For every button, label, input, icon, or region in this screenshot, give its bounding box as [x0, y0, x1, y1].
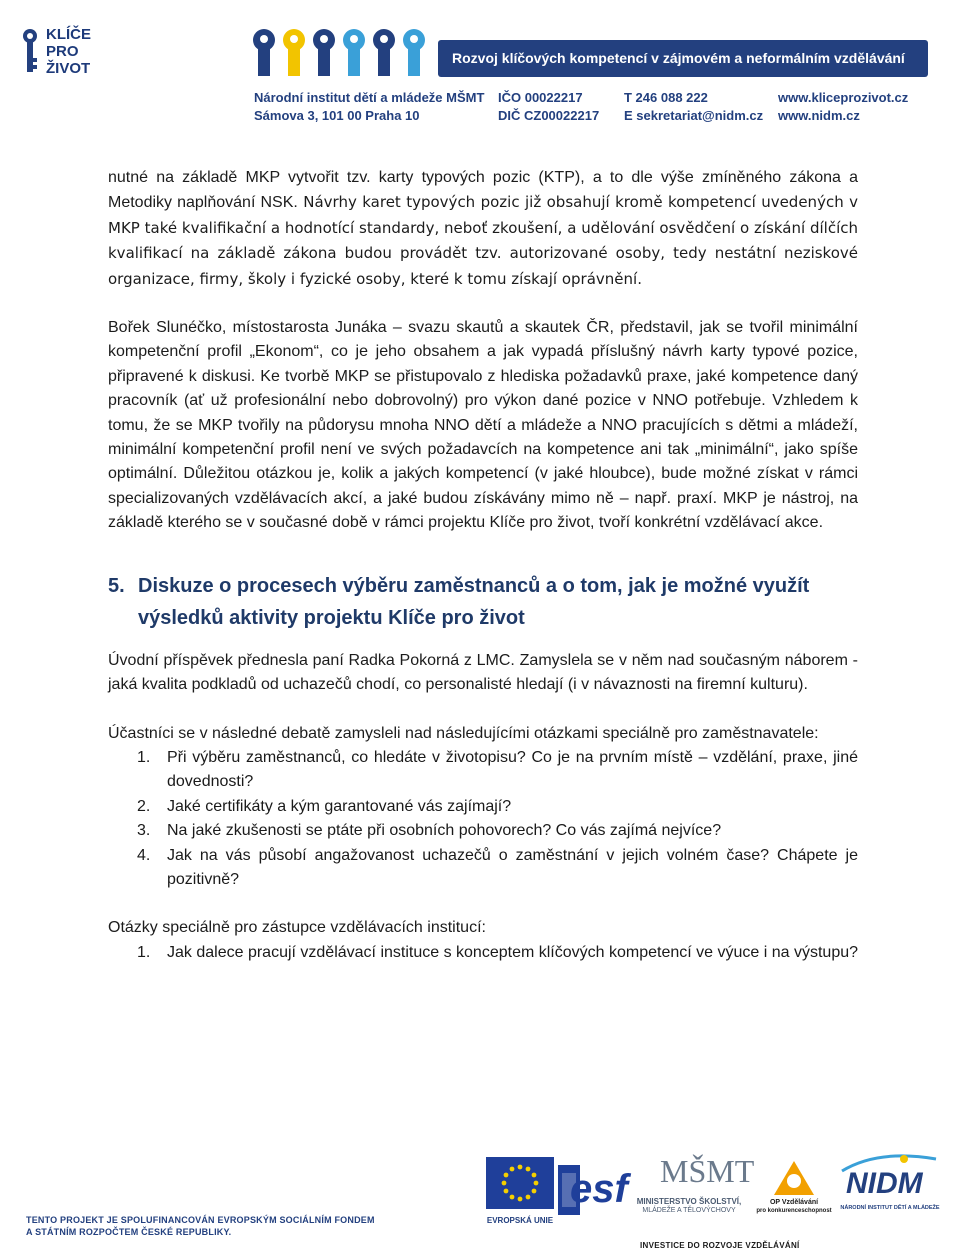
- email-address: E sekretariat@nidm.cz: [624, 108, 764, 123]
- op-vk-label-2: pro konkurenceschopnost: [756, 1208, 832, 1214]
- list-item: 1. Při výběru zaměstnanců, co hledáte v životopisu? Co je na prvním místě – vzdělání, praxe, jiné dovednosti?: [137, 748, 858, 791]
- employer-questions-list: [108, 746, 858, 892]
- ico-number: IČO 00022217: [498, 90, 583, 105]
- keyhole-figures-graphic: [250, 26, 440, 82]
- web-link-klice[interactable]: www.kliceprozivot.cz: [778, 90, 909, 105]
- web-link-nidm[interactable]: www.nidm.cz: [778, 108, 860, 123]
- logo-word-1: KLÍČE: [46, 26, 91, 43]
- op-vk-logo: [752, 1161, 836, 1225]
- institute-address: Sámova 3, 101 00 Praha 10: [254, 108, 420, 123]
- paragraph-institutions: Otázky speciálně pro zástupce vzdělávacích institucí:: [108, 919, 486, 937]
- page-footer: [0, 1135, 960, 1258]
- msmt-caption-1: MINISTERSTVO ŠKOLSTVÍ,: [636, 1197, 742, 1206]
- logo-word-2: PRO: [46, 43, 79, 60]
- institution-questions-list: [108, 941, 858, 965]
- paragraph-participants: Účastníci se v následné debatě zamysleli nad následujícími otázkami speciálně pro zaměstnavatele:: [108, 724, 819, 742]
- paragraph-ktp-rest: Návrhy karet typových pozic již obsahují kromě kompetencí uvedených v MKP také kvalifikační a hodnotící standardy, neboť zkoušení, a udělování osvědčení o získání dílčích kvalifikací na základě zákona budou provádět tzv. autorizované osoby, tedy nestátní neziskové organizace, firmy, školy i fyzické osoby, které k tomu získají oprávnění.: [108, 193, 858, 288]
- paragraph-pokorna: Úvodní příspěvek přednesla paní Radka Pokorná z LMC. Zamyslela se v něm nad současným náborem - jaká kvalita podkladů od uchazečů chodí, co personalisté hledají (i v návaznosti na firemní kulturu).: [108, 651, 858, 694]
- list-item: 1. Jak dalece pracují vzdělávací instituce s konceptem klíčových kompetencí ve výuce i na výstupu?: [137, 943, 859, 961]
- eu-logo: [486, 1157, 554, 1223]
- list-item: 3. Na jaké zkušenosti se ptáte při osobních pohovorech? Co vás zajímá nejvíce?: [137, 822, 722, 840]
- klice-pro-zivot-logo: [22, 24, 94, 80]
- msmt-logo: [630, 1153, 755, 1233]
- msmt-label: MŠMT: [660, 1153, 755, 1189]
- list-item: 4. Jak na vás působí angažovanost uchazečů o zaměstnání v jejich volném čase? Chápete je pozitivně?: [137, 846, 858, 888]
- eu-label: EVROPSKÁ UNIE: [486, 1216, 554, 1225]
- section-heading: [108, 570, 858, 634]
- logo-word-3: ŽIVOT: [46, 60, 91, 77]
- institute-name: Národní institut dětí a mládeže MŠMT: [254, 90, 485, 105]
- paragraph-ktp: [108, 166, 858, 292]
- paragraph-slunecko: Bořek Slunéčko, místostarosta Junáka – svazu skautů a skautek ČR, představil, jak se tvořil minimální kompetenční profil „Ekonom“, co je jeho obsahem a jak vypadá příslušný návrh karty typové pozice, připravené k diskusi. Ke tvorbě MKP se přistupovalo z hlediska požadavků praxe, jaké kompetence daný pracovník (ať už profesionální nebo dobrovolný) pro výkon dané pozice v NNO potřebuje. Vzhledem k tomu, že se MKP tvořily na půdorysu mnoha NNO dětí a mládeže a NNO pracujících s dětmi a mládeží, minimální kompetenční profil není ve svých požadavcích na kompetence ani tak „minimální“, jako spíše optimální. Důležitou otázkou je, kolik a jakých kompetencí (v jaké hloubce), bude možné získat v rámci specializovaných vzdělávacích akcí, a jaké budou získávány mimo ně – např. praxí. MKP je nástroj, na základě kterého se v současné době v rámci projektu Klíče pro život, tvoří konkrétní vzdělávací akce.: [108, 319, 858, 532]
- nidm-label: NIDM: [846, 1167, 923, 1200]
- op-vk-label-1: OP Vzdělávání: [769, 1199, 819, 1206]
- footer-slogan: INVESTICE DO ROZVOJE VZDĚLÁVÁNÍ: [640, 1241, 800, 1250]
- section-title: Diskuze o procesech výběru zaměstnanců a o tom, jak je možné využít výsledků aktivity projektu Klíče pro život: [138, 574, 810, 629]
- nidm-logo: [838, 1153, 942, 1227]
- eu-flag-icon: [486, 1157, 554, 1209]
- nidm-caption: NÁRODNÍ INSTITUT DĚTÍ A MLÁDEŽE: [840, 1205, 940, 1211]
- esf-logo: [558, 1165, 628, 1215]
- op-vk-icon: [774, 1161, 814, 1195]
- page-header: [0, 0, 960, 135]
- project-banner: [438, 40, 928, 77]
- document-body: [108, 166, 858, 965]
- key-icon: [22, 28, 38, 74]
- paragraph-ktp-lead: nutné na základě MKP vytvořit tzv. karty typových pozic (KTP), a to dle výše zmíněného zákona a Metodiky naplňování NSK.: [108, 169, 858, 212]
- list-item: 2. Jaké certifikáty a kým garantované vás zajímají?: [137, 797, 512, 815]
- footer-cofinancing-line-1: TENTO PROJEKT JE SPOLUFINANCOVÁN EVROPSKÝM SOCIÁLNÍM FONDEM: [26, 1215, 375, 1225]
- dic-number: DIČ CZ00022217: [498, 108, 600, 123]
- phone-number: T 246 088 222: [624, 90, 708, 105]
- banner-text: Rozvoj klíčových kompetencí v zájmovém a neformálním vzdělávání: [452, 50, 905, 66]
- esf-label: esf: [570, 1167, 628, 1211]
- section-number: 5.: [108, 574, 125, 597]
- msmt-caption-2: MLÁDEŽE A TĚLOVÝCHOVY: [642, 1207, 736, 1214]
- footer-cofinancing-line-2: A STÁTNÍM ROZPOČTEM ČESKÉ REPUBLIKY.: [26, 1227, 232, 1237]
